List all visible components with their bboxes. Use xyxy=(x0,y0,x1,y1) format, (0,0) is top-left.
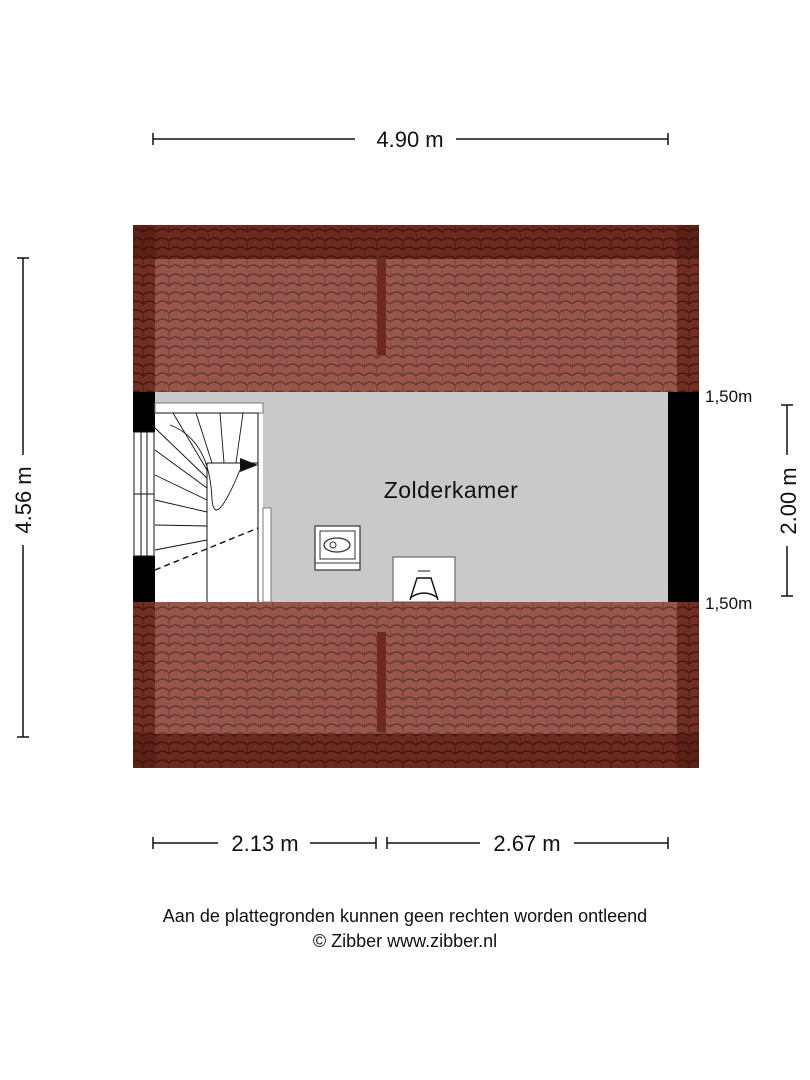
knee-wall-mark-top: 1,50m xyxy=(705,387,753,406)
dimension-top-width xyxy=(153,127,668,152)
boiler xyxy=(315,526,360,570)
dimension-label-bottom-right: 2.67 m xyxy=(493,831,561,856)
wall-left-top xyxy=(133,392,155,432)
copyright-text: © Zibber www.zibber.nl xyxy=(312,931,498,951)
dimension-label-left: 4.56 m xyxy=(11,466,36,534)
dimension-bottom-left xyxy=(153,831,376,856)
dimension-label-top: 4.90 m xyxy=(376,127,444,152)
staircase xyxy=(155,403,271,602)
knee-wall-mark-bottom: 1,50m xyxy=(705,594,753,613)
dimension-label-bottom-left: 2.13 m xyxy=(231,831,299,856)
dimension-label-right: 2.00 m xyxy=(776,467,801,535)
dimension-left-height xyxy=(11,258,36,737)
wall-right xyxy=(668,392,699,602)
dimension-bottom-right xyxy=(387,831,668,856)
dimension-right-height xyxy=(776,405,801,596)
roof-bottom xyxy=(133,602,699,768)
room-label: Zolderkamer xyxy=(383,477,519,503)
wall-left-bottom xyxy=(133,556,155,602)
disclaimer-text: Aan de plattegronden kunnen geen rechten worden ontleend xyxy=(162,906,648,926)
window-left xyxy=(134,432,154,556)
washing-machine xyxy=(393,557,455,602)
roof-top xyxy=(133,225,699,392)
